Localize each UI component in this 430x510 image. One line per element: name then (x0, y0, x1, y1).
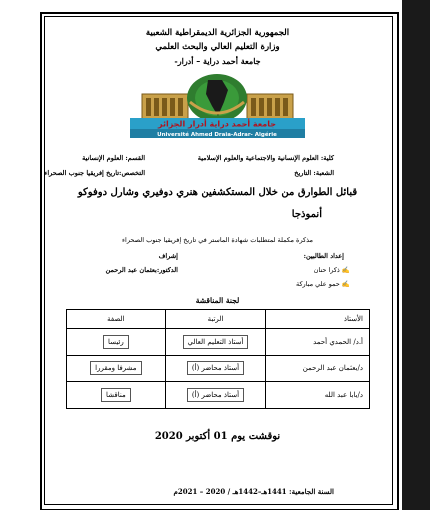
committee-table (66, 309, 370, 409)
thesis-note: مذكرة مكملة لمتطلبات شهادة الماستر في تاريخ إفريقيا جنوب الصحراء (121, 236, 314, 244)
viewer-background (402, 0, 430, 510)
column-header-rank: الرتبة (165, 310, 266, 329)
thesis-title-line2: أنموذجا (291, 209, 322, 220)
member-role (67, 382, 166, 409)
member-name: أ.د/ الحمدي أحمد (266, 329, 370, 356)
thesis-title-line1: قبائل الطوارق من خلال المستكشفين هنري دوفيري وشارل دوفوكو (77, 187, 358, 198)
member-role-text: مشرفا ومقررا (90, 361, 141, 375)
table-header-row (67, 310, 370, 329)
member-rank-text: أستاذ محاضر (أ) (187, 388, 244, 402)
member-rank-text: أستاذ التعليم العالي (183, 335, 249, 349)
republic-line: الجمهورية الجزائرية الديمقراطية الشعبية (145, 28, 290, 38)
defense-date: نوقشت يوم 01 أكتوبر 2020 (154, 431, 281, 442)
column-header-role: الصفة (67, 310, 166, 329)
supervisor-name: الدكتور:بعثمان عبد الرحمن (105, 266, 178, 274)
member-name: د/بعثمان عبد الرحمن (266, 355, 370, 382)
specialization-label: التخصص:تاريخ إفريقيا جنوب الصحراء (44, 169, 145, 177)
student-name-1: ذكرا حنان (313, 266, 340, 274)
students-label: إعداد الطالبين: (303, 252, 344, 260)
college-label: كلية: العلوم الإنسانية والاجتماعية والعلوم الإسلامية (197, 154, 334, 162)
member-role (67, 355, 166, 382)
branch-label: الشعبة: التاريخ (294, 169, 334, 177)
member-rank (165, 329, 266, 356)
student-item (296, 281, 350, 288)
academic-year: السنة الجامعية: 1441هـ–1442هـ / 2020 – 2021م (173, 487, 334, 496)
committee-heading: لجنة المناقشة (195, 296, 240, 305)
table-row (67, 382, 370, 409)
member-role (67, 329, 166, 356)
column-header-professor: الأستاذ (266, 310, 370, 329)
pen-bullet-icon: ✍ (341, 266, 350, 274)
member-role-text: رئيسا (103, 335, 129, 349)
student-name-2: حمو علي مباركة (295, 280, 340, 288)
department-label: القسم: العلوم الإنسانية (82, 154, 145, 162)
student-item (314, 267, 350, 274)
member-rank-text: أستاذ محاضر (أ) (187, 361, 244, 375)
table-row (67, 355, 370, 382)
university-line: جامعة أحمد دراية – أدرار- (174, 56, 261, 66)
logo-arabic-text: جامعة أحمد دراية أدرار الجزائر (157, 119, 277, 129)
member-name: د/بابا عبد الله (266, 382, 370, 409)
ministry-line: وزارة التعليم العالي والبحث العلمي (155, 42, 280, 52)
member-rank (165, 355, 266, 382)
pen-bullet-icon: ✍ (341, 280, 350, 288)
logo-latin-text: Université Ahmed Draia-Adrar- Algérie (157, 132, 277, 138)
table-row (67, 329, 370, 356)
university-logo (120, 72, 315, 140)
member-rank (165, 382, 266, 409)
supervision-label: إشراف (158, 252, 178, 260)
member-role-text: مناقشا (101, 388, 131, 402)
